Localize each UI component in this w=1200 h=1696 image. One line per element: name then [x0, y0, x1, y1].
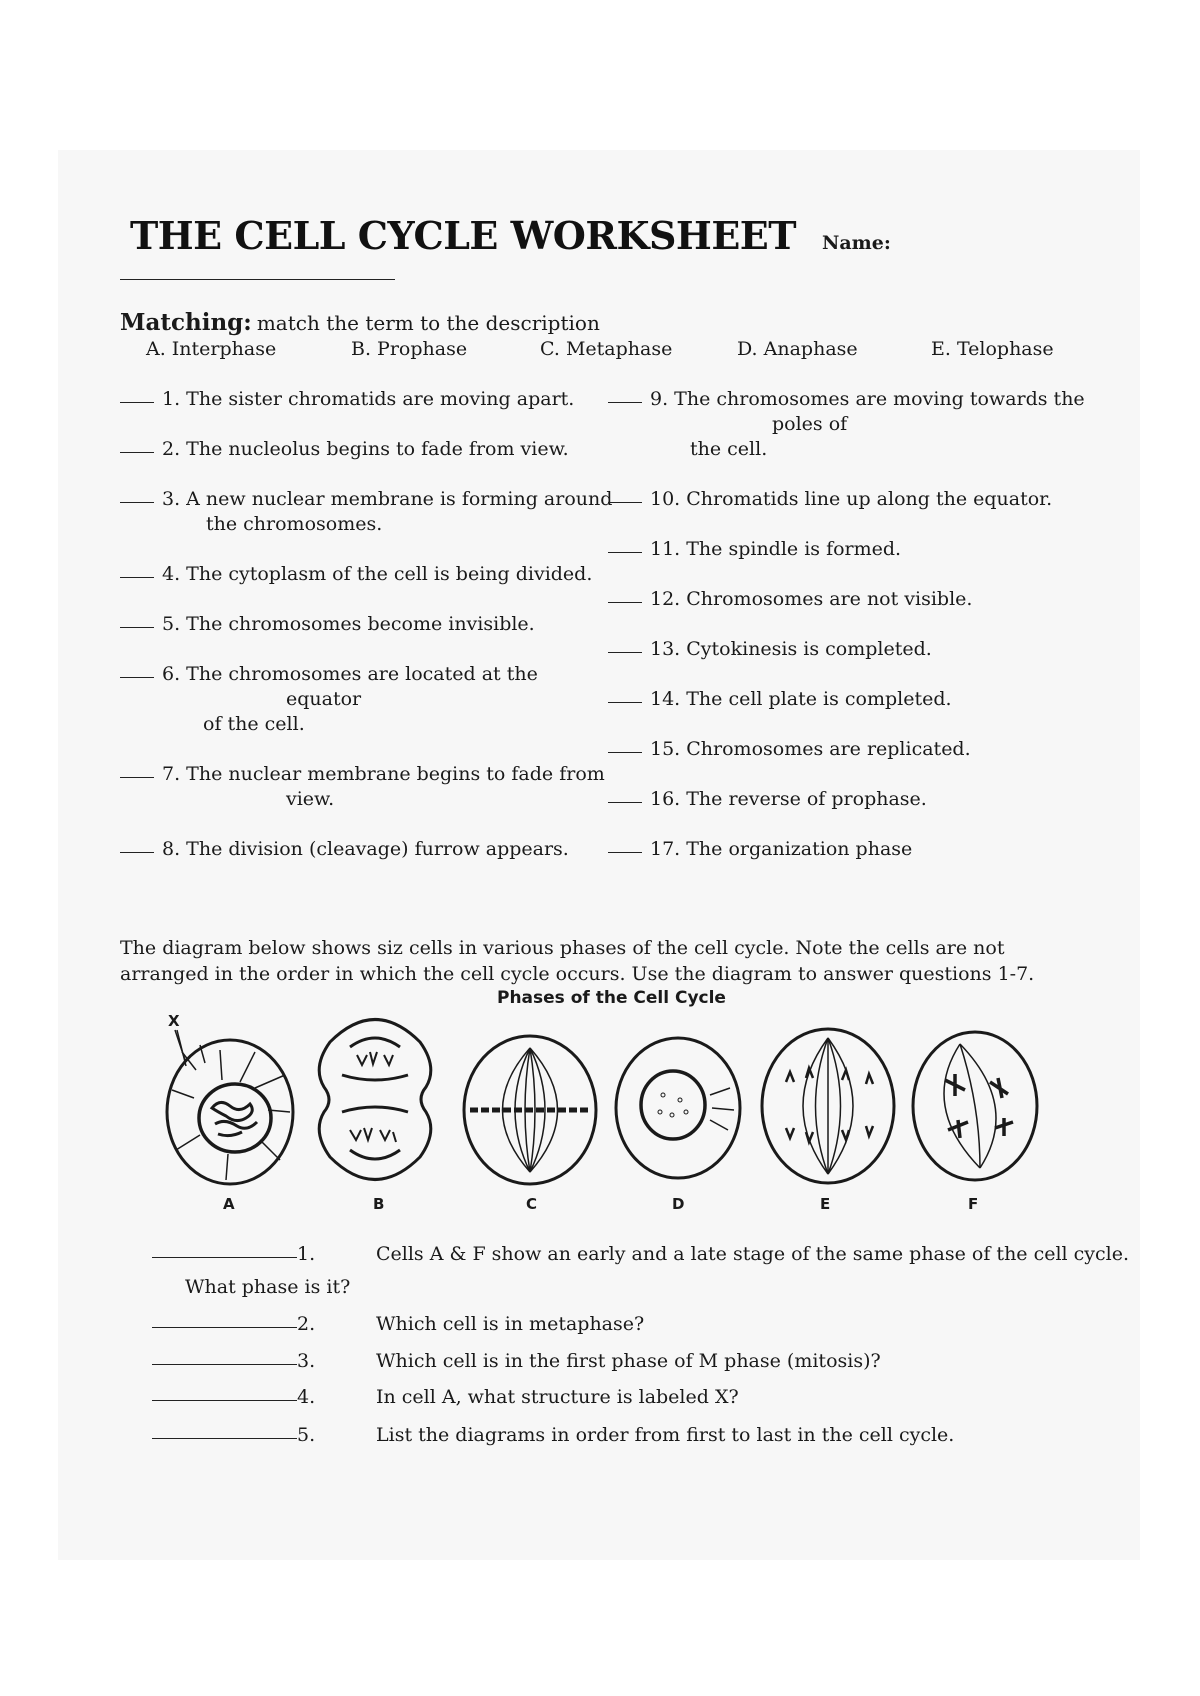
match-item-cont: the chromosomes. — [206, 513, 383, 535]
match-item: 14. The cell plate is completed. — [608, 688, 952, 710]
cell-label-c: C — [526, 1195, 538, 1213]
question-1: 1. — [152, 1243, 315, 1265]
match-item-cont: equator — [286, 688, 362, 710]
answer-blank[interactable] — [120, 852, 154, 853]
match-item-cont: of the cell. — [203, 713, 305, 735]
answer-blank[interactable] — [152, 1257, 297, 1258]
match-item-cont: view. — [286, 788, 335, 810]
match-item: 3. A new nuclear membrane is forming around — [120, 488, 612, 510]
diagram-title: Phases of the Cell Cycle — [497, 988, 726, 1008]
answer-blank[interactable] — [608, 652, 642, 653]
question-4-text: In cell A, what structure is labeled X? — [376, 1386, 739, 1408]
match-item-cont: poles of — [772, 413, 848, 435]
match-item: 9. The chromosomes are moving towards the — [608, 388, 1085, 410]
option-telophase: E. Telophase — [931, 338, 1054, 360]
answer-blank[interactable] — [120, 577, 154, 578]
question-4: 4. — [152, 1386, 315, 1408]
question-1-cont: What phase is it? — [185, 1276, 351, 1298]
answer-blank[interactable] — [120, 502, 154, 503]
match-item: 16. The reverse of prophase. — [608, 788, 927, 810]
match-item: 7. The nuclear membrane begins to fade from — [120, 763, 605, 785]
answer-blank[interactable] — [152, 1327, 297, 1328]
cell-label-e: E — [820, 1195, 831, 1213]
question-1-text: Cells A & F show an early and a late stage of the same phase of the cell cycle. — [376, 1243, 1130, 1265]
match-item: 12. Chromosomes are not visible. — [608, 588, 972, 610]
answer-blank[interactable] — [120, 677, 154, 678]
label-x: X — [168, 1012, 180, 1030]
answer-blank[interactable] — [120, 627, 154, 628]
answer-blank[interactable] — [120, 777, 154, 778]
cell-label-d: D — [672, 1195, 685, 1213]
answer-blank[interactable] — [608, 552, 642, 553]
answer-blank[interactable] — [120, 452, 154, 453]
match-item: 6. The chromosomes are located at the — [120, 663, 538, 685]
match-item: 8. The division (cleavage) furrow appears. — [120, 838, 569, 860]
question-2: 2. — [152, 1313, 315, 1335]
match-item: 15. Chromosomes are replicated. — [608, 738, 971, 760]
cell-label-b: B — [373, 1195, 385, 1213]
question-5: 5. — [152, 1424, 315, 1446]
matching-heading: Matching: — [120, 309, 252, 336]
cell-label-a: A — [223, 1195, 235, 1213]
match-item: 2. The nucleolus begins to fade from view. — [120, 438, 569, 460]
match-item: 13. Cytokinesis is completed. — [608, 638, 932, 660]
match-item: 17. The organization phase — [608, 838, 912, 860]
matching-instruction: match the term to the description — [256, 311, 600, 335]
answer-blank[interactable] — [608, 602, 642, 603]
answer-blank[interactable] — [608, 702, 642, 703]
option-prophase: B. Prophase — [351, 338, 468, 360]
question-3: 3. — [152, 1350, 315, 1372]
answer-blank[interactable] — [608, 402, 642, 403]
answer-blank[interactable] — [120, 402, 154, 403]
question-3-text: Which cell is in the first phase of M phase (mitosis)? — [376, 1350, 881, 1372]
name-label: Name: — [822, 232, 891, 254]
answer-blank[interactable] — [152, 1438, 297, 1439]
option-interphase: A. Interphase — [146, 338, 277, 360]
option-anaphase: D. Anaphase — [737, 338, 858, 360]
cell-label-f: F — [968, 1195, 979, 1213]
answer-blank[interactable] — [608, 502, 642, 503]
question-2-text: Which cell is in metaphase? — [376, 1313, 645, 1335]
answer-blank[interactable] — [608, 802, 642, 803]
answer-blank[interactable] — [152, 1400, 297, 1401]
match-item: 11. The spindle is formed. — [608, 538, 901, 560]
option-metaphase: C. Metaphase — [540, 338, 673, 360]
match-item: 10. Chromatids line up along the equator. — [608, 488, 1052, 510]
name-line[interactable] — [120, 279, 395, 280]
answer-blank[interactable] — [608, 752, 642, 753]
match-item: 1. The sister chromatids are moving apart. — [120, 388, 574, 410]
page-title: THE CELL CYCLE WORKSHEET — [130, 213, 797, 258]
match-item: 5. The chromosomes become invisible. — [120, 613, 535, 635]
answer-blank[interactable] — [152, 1364, 297, 1365]
match-item-cont: the cell. — [690, 438, 768, 460]
answer-blank[interactable] — [608, 852, 642, 853]
diagram-intro: The diagram below shows siz cells in various phases of the cell cycle. Note the cells are not arranged in the order in which the cell cycle occurs. Use the diagram to answer questions 1-7. — [120, 937, 1035, 985]
matching-heading-row — [120, 309, 600, 336]
question-5-text: List the diagrams in order from first to last in the cell cycle. — [376, 1424, 955, 1446]
match-item: 4. The cytoplasm of the cell is being divided. — [120, 563, 592, 585]
